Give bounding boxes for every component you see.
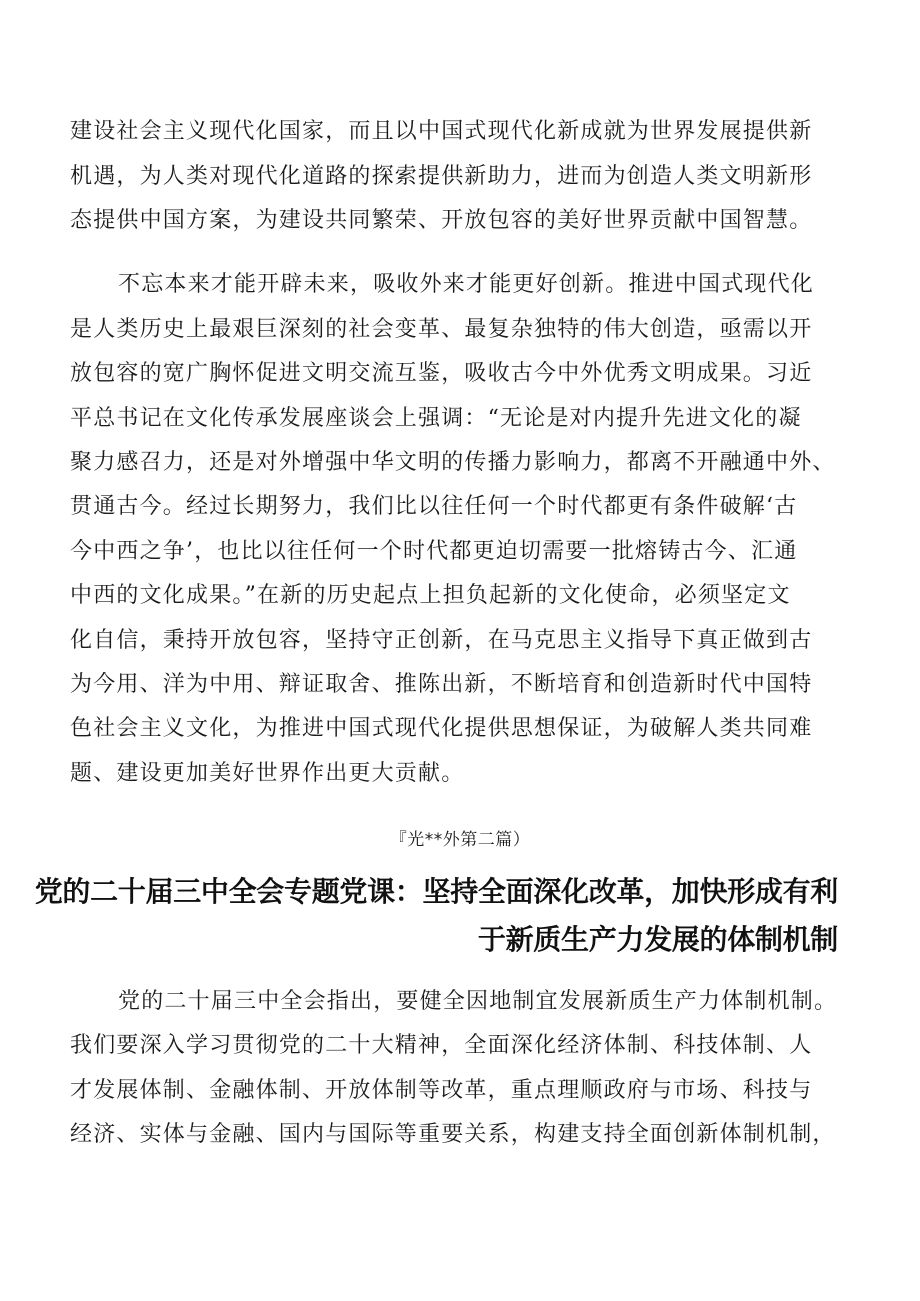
text-line: 才发展体制、金融体制、开放体制等改革，重点理顺政府与市场、科技与 <box>70 1078 813 1103</box>
text-line: 聚力感召力，还是对外增强中华文明的传播力影响力，都离不开融通中外、 <box>70 450 836 475</box>
text-line: 建设社会主义现代化国家，而且以中国式现代化新成就为世界发展提供新 <box>70 119 813 144</box>
text-line: 是人类历史上最艰巨深刻的社会变革、最复杂独特的伟大创造，亟需以开 <box>70 317 813 342</box>
text-line: 态提供中国方案，为建设共同繁荣、开放包容的美好世界贡献中国智慧。 <box>70 208 813 233</box>
text-line: 平总书记在文化传承发展座谈会上强调：“无论是对内提升先进文化的凝 <box>70 406 802 431</box>
text-line: 放包容的宽广胸怀促进文明交流互鉴，吸收古今中外优秀文明成果。习近 <box>70 361 813 386</box>
section-heading-line-1: 党的二十届三中全会专题党课：坚持全面深化改革，加快形成有利 <box>34 875 838 908</box>
section-heading-line-2: 于新质生产力发展的体制机制 <box>477 923 838 956</box>
text-line: 经济、实体与金融、国内与国际等重要关系，构建支持全面创新体制机制， <box>70 1122 836 1147</box>
text-line: 中西的文化成果。”在新的历史起点上担负起新的文化使命，必须坚定文 <box>70 583 791 608</box>
text-line: 不忘本来才能开辟未来，吸收外来才能更好创新。推进中国式现代化 <box>118 272 815 297</box>
section-note: 『光**外第二篇） <box>389 830 531 850</box>
text-line: 机遇，为人类对现代化道路的探索提供新助力，进而为创造人类文明新形 <box>70 164 813 189</box>
text-line: 化自信，秉持开放包容，坚持守正创新，在马克思主义指导下真正做到古 <box>70 628 813 653</box>
text-line: 题、建设更加美好世界作出更大贡献。 <box>70 761 465 786</box>
text-line: 党的二十届三中全会指出，要健全因地制宜发展新质生产力体制机制。 <box>118 989 838 1014</box>
text-line: 贯通古今。经过长期努力，我们比以往任何一个时代都更有条件破解‘古 <box>70 494 798 519</box>
text-line: 为今用、洋为中用、辩证取舍、推陈出新，不断培育和创造新时代中国特 <box>70 672 813 697</box>
text-line: 今中西之争’，也比以往任何一个时代都更迫切需要一批熔铸古今、汇通 <box>70 539 798 564</box>
text-line: 我们要深入学习贯彻党的二十大精神，全面深化经济体制、科技体制、人 <box>70 1033 813 1058</box>
text-line: 色社会主义文化，为推进中国式现代化提供思想保证，为破解人类共同难 <box>70 716 813 741</box>
